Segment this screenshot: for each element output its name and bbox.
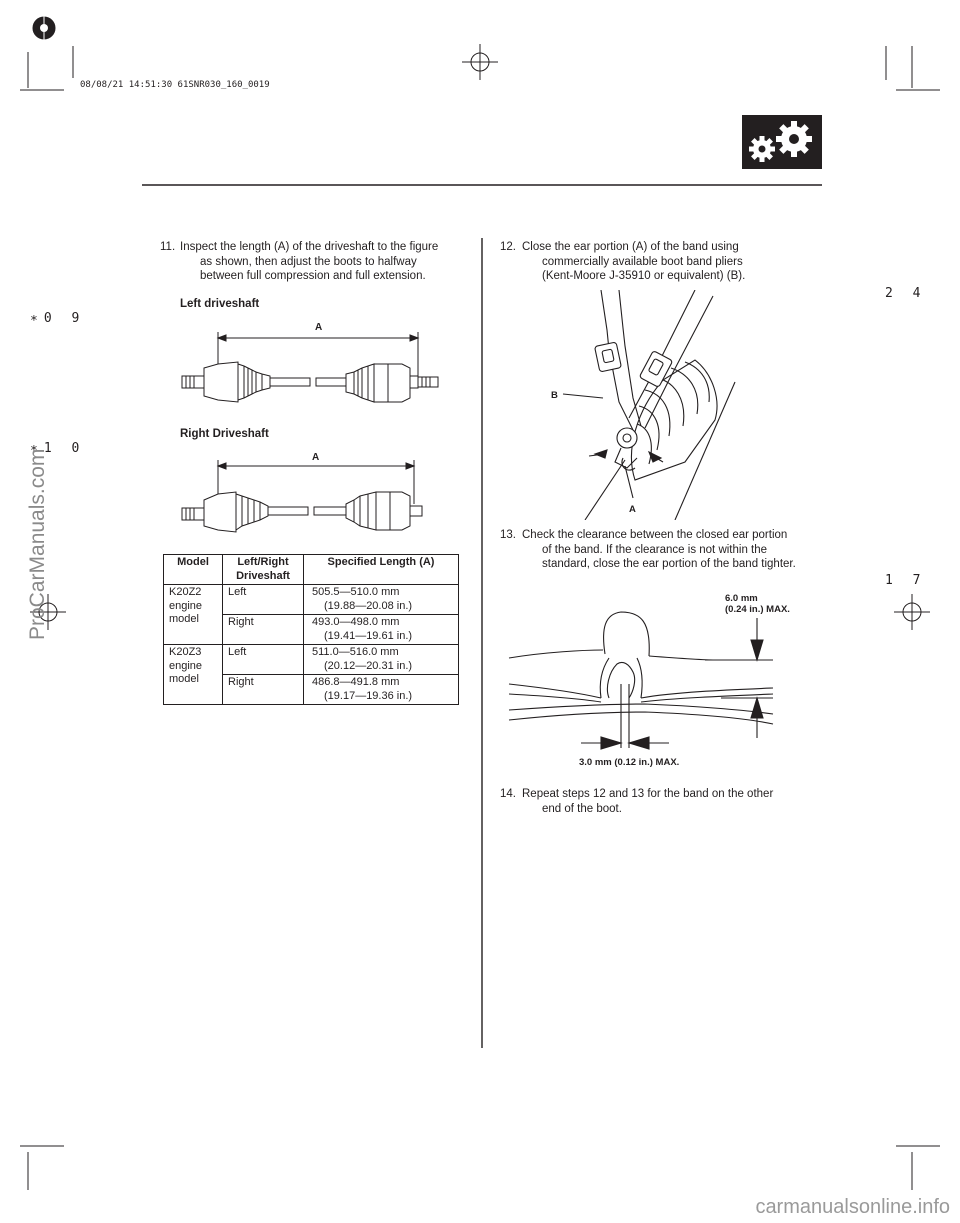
cell-length: 505.5—510.0 mm (19.88—20.08 in.) (304, 585, 459, 615)
cell-side: Left (223, 585, 304, 615)
cell-side: Right (223, 675, 304, 705)
cell-side: Left (223, 645, 304, 675)
table-row (164, 585, 459, 615)
col-model: Model (164, 555, 223, 585)
right-driveshaft-label: Right Driveshaft (180, 428, 269, 440)
margin-code-right-1: 2 4 (885, 286, 927, 301)
watermark-side: ProCarManuals.com (26, 448, 49, 640)
cell-side: Right (223, 615, 304, 645)
cell-length: 493.0—498.0 mm (19.41—19.61 in.) (304, 615, 459, 645)
margin-code-left-2: ∗1 0 (30, 441, 86, 456)
label-height-in: (0.24 in.) MAX. (725, 604, 790, 615)
cell-model: K20Z2 engine model (164, 585, 223, 645)
spec-table (163, 554, 459, 705)
gear-icon (742, 115, 822, 169)
watermark-footer: carmanualsonline.info (755, 1196, 950, 1218)
label-height: 6.0 mm (725, 593, 758, 604)
col-driveshaft: Left/Right Driveshaft (223, 555, 304, 585)
registration-crosshair-right (894, 594, 930, 630)
left-driveshaft-label: Left driveshaft (180, 298, 260, 310)
registration-target-top-left (33, 14, 55, 42)
left-driveshaft-figure (178, 318, 448, 413)
right-driveshaft-figure (178, 446, 448, 536)
print-stamp: 08/08/21 14:51:30 61SNR030_160_0019 (80, 80, 270, 90)
clearance-figure (505, 588, 805, 773)
cell-model: K20Z3 engine model (164, 645, 223, 705)
col-length: Specified Length (A) (304, 555, 459, 585)
dim-label-a-left: A (315, 322, 323, 333)
cell-length: 486.8—491.8 mm (19.17—19.36 in.) (304, 675, 459, 705)
boot-band-pliers-figure (545, 290, 745, 520)
cell-length: 511.0—516.0 mm (20.12—20.31 in.) (304, 645, 459, 675)
label-a: A (629, 504, 636, 515)
label-width: 3.0 mm (0.12 in.) MAX. (579, 757, 680, 768)
table-row (164, 645, 459, 675)
margin-code-left-1: ∗0 9 (30, 311, 86, 326)
label-b: B (551, 390, 558, 401)
margin-code-right-2: 1 7 (885, 573, 927, 588)
dim-label-a-right: A (312, 452, 320, 463)
registration-crosshair-top (462, 44, 498, 80)
